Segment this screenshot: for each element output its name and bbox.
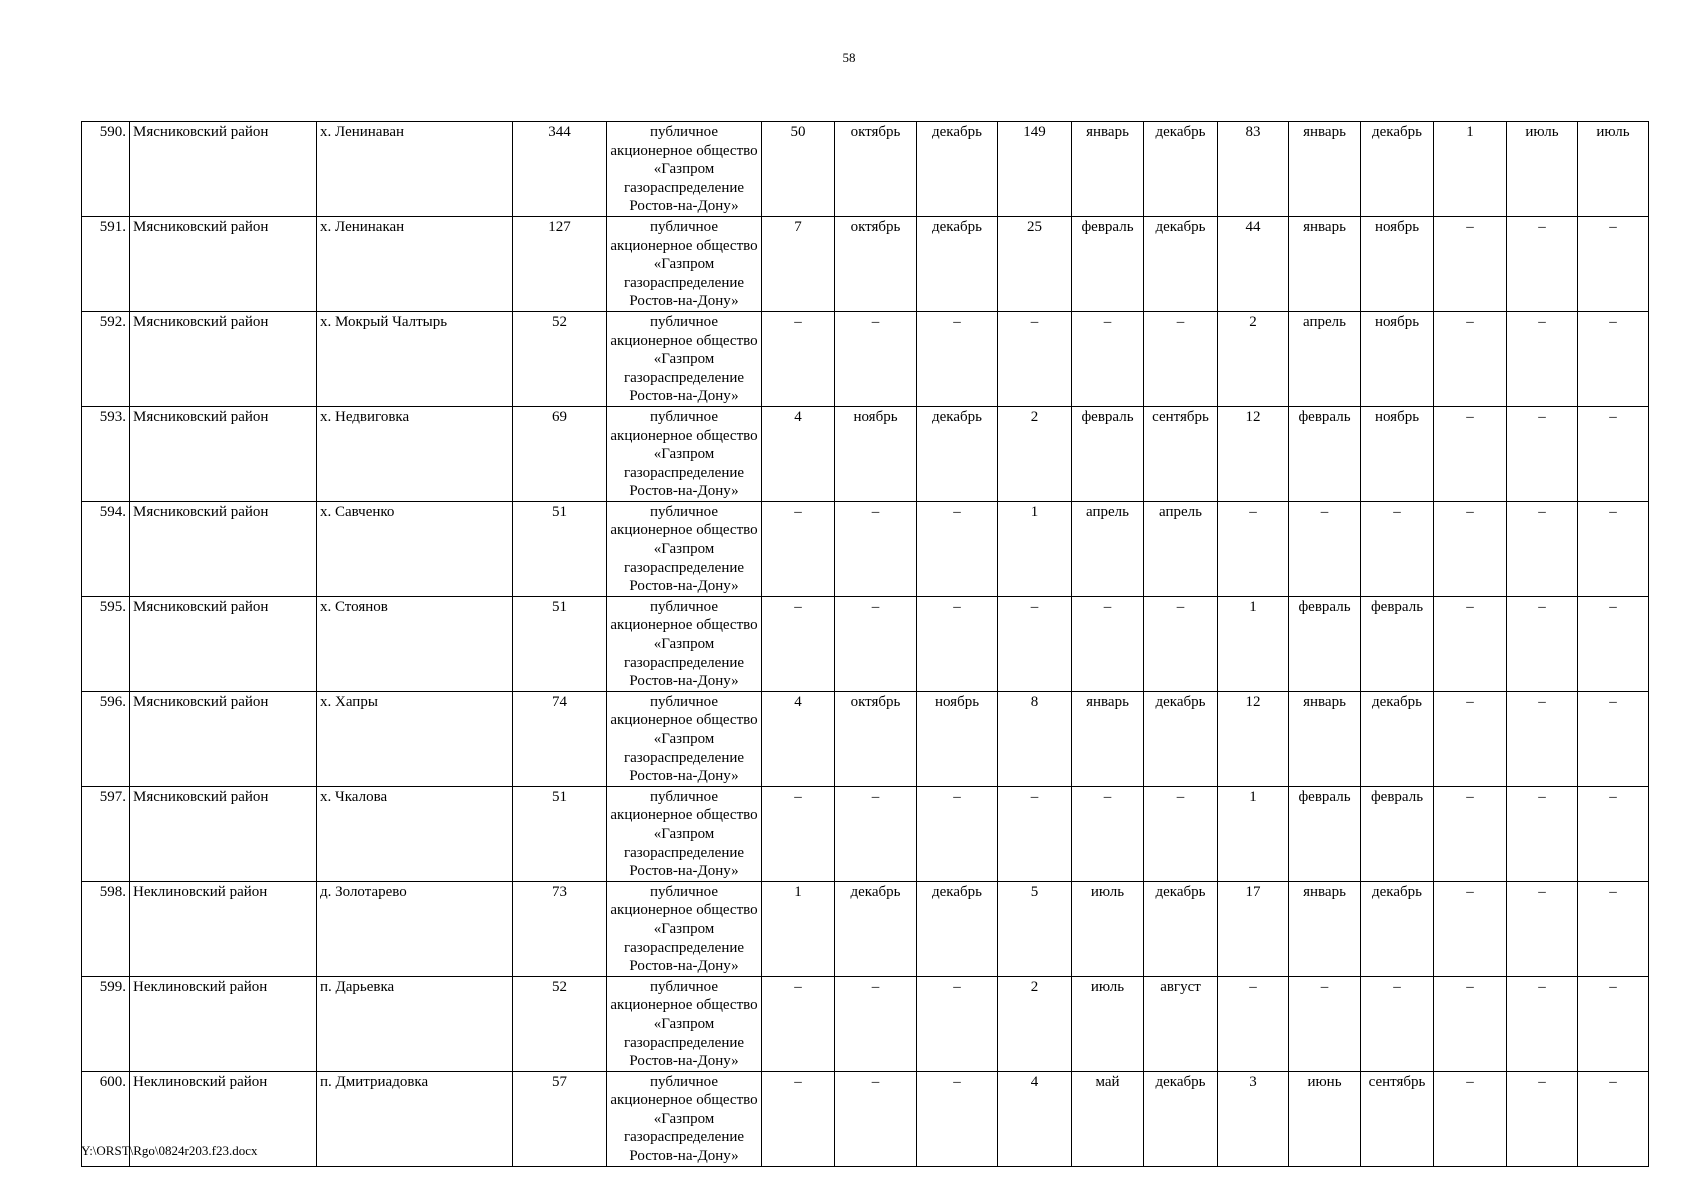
value-3-cell: 12	[1218, 406, 1289, 501]
table-body	[82, 122, 1649, 1167]
month-4-start-cell: –	[1507, 786, 1578, 881]
month-2-end-cell: декабрь	[1144, 216, 1218, 311]
value-4-cell: –	[1434, 406, 1507, 501]
value-2-cell: 25	[998, 216, 1072, 311]
count-cell: 51	[513, 501, 607, 596]
month-3-start-cell: январь	[1289, 122, 1361, 217]
month-1-start-cell: –	[835, 596, 917, 691]
district-cell: Мясниковский район	[130, 786, 317, 881]
month-1-end-cell: декабрь	[917, 122, 998, 217]
value-4-cell: –	[1434, 1071, 1507, 1166]
organization-cell: публичное акционерное общество «Газпром газораспределение Ростов-на-Дону»	[607, 1071, 762, 1166]
count-cell: 52	[513, 976, 607, 1071]
district-cell: Мясниковский район	[130, 122, 317, 217]
month-1-end-cell: –	[917, 976, 998, 1071]
month-4-start-cell: –	[1507, 311, 1578, 406]
settlement-cell: х. Хапры	[317, 691, 513, 786]
table-row	[82, 691, 1649, 786]
month-4-start-cell: –	[1507, 881, 1578, 976]
month-2-end-cell: декабрь	[1144, 691, 1218, 786]
month-4-end-cell: –	[1578, 691, 1649, 786]
row-number: 598.	[82, 881, 130, 976]
month-4-end-cell: –	[1578, 596, 1649, 691]
month-4-start-cell: июль	[1507, 122, 1578, 217]
settlement-cell: х. Савченко	[317, 501, 513, 596]
organization-cell: публичное акционерное общество «Газпром газораспределение Ростов-на-Дону»	[607, 881, 762, 976]
row-number: 590.	[82, 122, 130, 217]
value-1-cell: 7	[762, 216, 835, 311]
count-cell: 127	[513, 216, 607, 311]
month-3-start-cell: февраль	[1289, 786, 1361, 881]
table-row	[82, 786, 1649, 881]
month-2-start-cell: –	[1072, 596, 1144, 691]
table-row	[82, 596, 1649, 691]
month-1-start-cell: октябрь	[835, 216, 917, 311]
month-2-start-cell: июль	[1072, 881, 1144, 976]
month-3-end-cell: декабрь	[1361, 881, 1434, 976]
settlement-cell: х. Чкалова	[317, 786, 513, 881]
table-row	[82, 216, 1649, 311]
organization-cell: публичное акционерное общество «Газпром газораспределение Ростов-на-Дону»	[607, 406, 762, 501]
month-3-end-cell: –	[1361, 976, 1434, 1071]
count-cell: 74	[513, 691, 607, 786]
month-3-start-cell: январь	[1289, 216, 1361, 311]
month-3-end-cell: декабрь	[1361, 691, 1434, 786]
table-row	[82, 881, 1649, 976]
month-4-end-cell: июль	[1578, 122, 1649, 217]
district-cell: Мясниковский район	[130, 406, 317, 501]
month-2-end-cell: –	[1144, 786, 1218, 881]
month-3-start-cell: февраль	[1289, 596, 1361, 691]
district-cell: Мясниковский район	[130, 311, 317, 406]
month-1-start-cell: –	[835, 1071, 917, 1166]
row-number: 595.	[82, 596, 130, 691]
month-1-end-cell: декабрь	[917, 216, 998, 311]
month-2-start-cell: февраль	[1072, 406, 1144, 501]
value-4-cell: –	[1434, 976, 1507, 1071]
page-number: 58	[842, 50, 856, 65]
month-1-start-cell: –	[835, 976, 917, 1071]
value-3-cell: 44	[1218, 216, 1289, 311]
value-3-cell: 2	[1218, 311, 1289, 406]
value-1-cell: –	[762, 1071, 835, 1166]
organization-cell: публичное акционерное общество «Газпром газораспределение Ростов-на-Дону»	[607, 976, 762, 1071]
value-2-cell: 149	[998, 122, 1072, 217]
settlement-cell: х. Недвиговка	[317, 406, 513, 501]
count-cell: 52	[513, 311, 607, 406]
count-cell: 51	[513, 786, 607, 881]
month-3-end-cell: декабрь	[1361, 122, 1434, 217]
month-1-start-cell: –	[835, 311, 917, 406]
month-2-end-cell: сентябрь	[1144, 406, 1218, 501]
value-1-cell: 50	[762, 122, 835, 217]
organization-cell: публичное акционерное общество «Газпром газораспределение Ростов-на-Дону»	[607, 596, 762, 691]
value-4-cell: –	[1434, 596, 1507, 691]
month-2-end-cell: декабрь	[1144, 1071, 1218, 1166]
month-3-end-cell: февраль	[1361, 786, 1434, 881]
month-3-start-cell: –	[1289, 501, 1361, 596]
table-row	[82, 1071, 1649, 1166]
month-4-end-cell: –	[1578, 311, 1649, 406]
row-number: 599.	[82, 976, 130, 1071]
month-4-start-cell: –	[1507, 691, 1578, 786]
month-3-end-cell: ноябрь	[1361, 311, 1434, 406]
month-1-end-cell: –	[917, 311, 998, 406]
district-cell: Мясниковский район	[130, 596, 317, 691]
month-3-start-cell: июнь	[1289, 1071, 1361, 1166]
value-3-cell: 83	[1218, 122, 1289, 217]
month-2-start-cell: июль	[1072, 976, 1144, 1071]
count-cell: 69	[513, 406, 607, 501]
value-3-cell: 17	[1218, 881, 1289, 976]
month-4-end-cell: –	[1578, 976, 1649, 1071]
value-3-cell: 12	[1218, 691, 1289, 786]
month-3-start-cell: апрель	[1289, 311, 1361, 406]
value-2-cell: 2	[998, 976, 1072, 1071]
value-4-cell: –	[1434, 786, 1507, 881]
organization-cell: публичное акционерное общество «Газпром газораспределение Ростов-на-Дону»	[607, 311, 762, 406]
month-1-start-cell: ноябрь	[835, 406, 917, 501]
table-row	[82, 501, 1649, 596]
value-4-cell: –	[1434, 881, 1507, 976]
value-2-cell: –	[998, 596, 1072, 691]
month-3-end-cell: –	[1361, 501, 1434, 596]
settlement-cell: д. Золотарево	[317, 881, 513, 976]
table-row	[82, 976, 1649, 1071]
month-4-end-cell: –	[1578, 881, 1649, 976]
month-4-end-cell: –	[1578, 786, 1649, 881]
month-2-start-cell: –	[1072, 311, 1144, 406]
month-2-start-cell: февраль	[1072, 216, 1144, 311]
value-4-cell: 1	[1434, 122, 1507, 217]
month-1-end-cell: декабрь	[917, 406, 998, 501]
row-number: 600.	[82, 1071, 130, 1166]
value-3-cell: 3	[1218, 1071, 1289, 1166]
district-cell: Мясниковский район	[130, 691, 317, 786]
month-1-start-cell: октябрь	[835, 691, 917, 786]
month-3-start-cell: январь	[1289, 881, 1361, 976]
value-3-cell: 1	[1218, 786, 1289, 881]
month-2-end-cell: декабрь	[1144, 122, 1218, 217]
value-1-cell: –	[762, 311, 835, 406]
value-2-cell: 5	[998, 881, 1072, 976]
value-2-cell: 4	[998, 1071, 1072, 1166]
month-4-end-cell: –	[1578, 1071, 1649, 1166]
month-4-start-cell: –	[1507, 216, 1578, 311]
value-1-cell: 1	[762, 881, 835, 976]
value-1-cell: –	[762, 976, 835, 1071]
value-4-cell: –	[1434, 501, 1507, 596]
settlement-cell: п. Дмитриадовка	[317, 1071, 513, 1166]
value-1-cell: –	[762, 501, 835, 596]
month-3-start-cell: –	[1289, 976, 1361, 1071]
month-1-end-cell: декабрь	[917, 881, 998, 976]
month-1-start-cell: –	[835, 786, 917, 881]
month-1-start-cell: декабрь	[835, 881, 917, 976]
month-4-end-cell: –	[1578, 216, 1649, 311]
table-row	[82, 311, 1649, 406]
month-1-end-cell: –	[917, 1071, 998, 1166]
row-number: 594.	[82, 501, 130, 596]
row-number: 596.	[82, 691, 130, 786]
month-2-end-cell: –	[1144, 596, 1218, 691]
month-2-start-cell: май	[1072, 1071, 1144, 1166]
value-2-cell: –	[998, 311, 1072, 406]
value-1-cell: –	[762, 786, 835, 881]
value-4-cell: –	[1434, 216, 1507, 311]
month-3-start-cell: январь	[1289, 691, 1361, 786]
value-2-cell: 1	[998, 501, 1072, 596]
month-1-end-cell: –	[917, 501, 998, 596]
row-number: 591.	[82, 216, 130, 311]
value-3-cell: –	[1218, 501, 1289, 596]
organization-cell: публичное акционерное общество «Газпром газораспределение Ростов-на-Дону»	[607, 122, 762, 217]
district-cell: Мясниковский район	[130, 216, 317, 311]
row-number: 597.	[82, 786, 130, 881]
settlement-cell: х. Стоянов	[317, 596, 513, 691]
district-cell: Неклиновский район	[130, 881, 317, 976]
value-4-cell: –	[1434, 691, 1507, 786]
month-1-start-cell: –	[835, 501, 917, 596]
value-1-cell: –	[762, 596, 835, 691]
month-2-start-cell: апрель	[1072, 501, 1144, 596]
value-2-cell: –	[998, 786, 1072, 881]
month-1-end-cell: –	[917, 786, 998, 881]
row-number: 593.	[82, 406, 130, 501]
row-number: 592.	[82, 311, 130, 406]
district-cell: Мясниковский район	[130, 501, 317, 596]
file-path-footer: Y:\ORST\Rgo\0824r203.f23.docx	[81, 1143, 258, 1158]
settlement-cell: х. Мокрый Чалтырь	[317, 311, 513, 406]
month-4-start-cell: –	[1507, 501, 1578, 596]
table-row	[82, 406, 1649, 501]
month-3-start-cell: февраль	[1289, 406, 1361, 501]
month-3-end-cell: февраль	[1361, 596, 1434, 691]
month-4-start-cell: –	[1507, 1071, 1578, 1166]
month-3-end-cell: ноябрь	[1361, 406, 1434, 501]
month-4-start-cell: –	[1507, 976, 1578, 1071]
month-4-start-cell: –	[1507, 406, 1578, 501]
organization-cell: публичное акционерное общество «Газпром газораспределение Ростов-на-Дону»	[607, 216, 762, 311]
month-4-start-cell: –	[1507, 596, 1578, 691]
month-2-end-cell: –	[1144, 311, 1218, 406]
count-cell: 51	[513, 596, 607, 691]
organization-cell: публичное акционерное общество «Газпром газораспределение Ростов-на-Дону»	[607, 691, 762, 786]
count-cell: 344	[513, 122, 607, 217]
value-3-cell: 1	[1218, 596, 1289, 691]
month-4-end-cell: –	[1578, 501, 1649, 596]
month-3-end-cell: сентябрь	[1361, 1071, 1434, 1166]
value-1-cell: 4	[762, 691, 835, 786]
month-2-end-cell: декабрь	[1144, 881, 1218, 976]
settlement-cell: х. Ленинаван	[317, 122, 513, 217]
month-2-start-cell: –	[1072, 786, 1144, 881]
gasification-schedule-table	[81, 121, 1649, 1167]
district-cell: Неклиновский район	[130, 976, 317, 1071]
month-4-end-cell: –	[1578, 406, 1649, 501]
month-3-end-cell: ноябрь	[1361, 216, 1434, 311]
settlement-cell: п. Дарьевка	[317, 976, 513, 1071]
value-4-cell: –	[1434, 311, 1507, 406]
value-2-cell: 2	[998, 406, 1072, 501]
month-1-end-cell: ноябрь	[917, 691, 998, 786]
value-3-cell: –	[1218, 976, 1289, 1071]
month-2-end-cell: август	[1144, 976, 1218, 1071]
value-2-cell: 8	[998, 691, 1072, 786]
organization-cell: публичное акционерное общество «Газпром газораспределение Ростов-на-Дону»	[607, 501, 762, 596]
month-2-start-cell: январь	[1072, 122, 1144, 217]
month-2-end-cell: апрель	[1144, 501, 1218, 596]
value-1-cell: 4	[762, 406, 835, 501]
month-1-end-cell: –	[917, 596, 998, 691]
month-1-start-cell: октябрь	[835, 122, 917, 217]
count-cell: 57	[513, 1071, 607, 1166]
district-cell: Неклиновский район	[130, 1071, 317, 1166]
settlement-cell: х. Ленинакан	[317, 216, 513, 311]
organization-cell: публичное акционерное общество «Газпром газораспределение Ростов-на-Дону»	[607, 786, 762, 881]
count-cell: 73	[513, 881, 607, 976]
table-row	[82, 122, 1649, 217]
month-2-start-cell: январь	[1072, 691, 1144, 786]
